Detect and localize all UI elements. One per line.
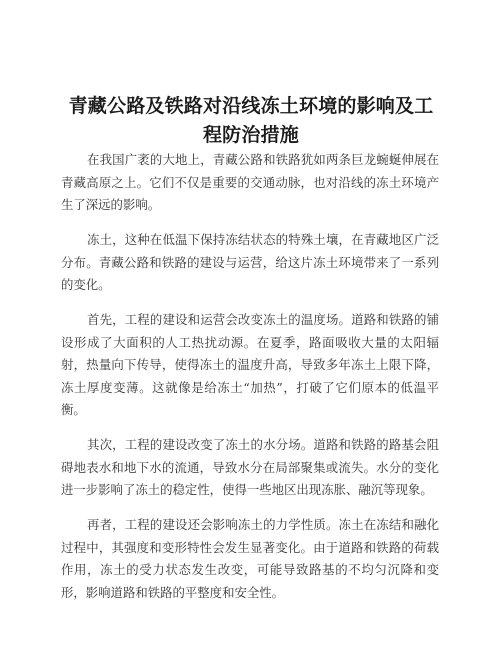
paragraph-moisture-field: 其次，工程的建设改变了冻土的水分场。道路和铁路的路基会阻碍地表水和地下水的流通，导致水分在局部聚集或流失。水分的变化进一步影响了冻土的稳定性，使得一些地区出现冻胀、融沉等现象。: [61, 437, 439, 498]
paragraph-temperature-field: 首先，工程的建设和运营会改变冻土的温度场。道路和铁路的铺设形成了大面积的人工热扰动源。在夏季，路面吸收大量的太阳辐射，热量向下传导，使得冻土的温度升高，导致多年冻土上限下降，冻土厚度变薄。这就像是给冻土“加热”，打破了它们原本的低温平衡。: [61, 312, 439, 418]
paragraph-permafrost-definition: 冻土，这种在低温下保持冻结状态的特殊土壤，在青藏地区广泛分布。青藏公路和铁路的建设与运营，给这片冻土环境带来了一系列的变化。: [61, 232, 439, 293]
document-title: 青藏公路及铁路对沿线冻土环境的影响及工程防治措施: [68, 95, 434, 146]
paragraph-mechanical-properties: 再者，工程的建设还会影响冻土的力学性质。冻土在冻结和融化过程中，其强度和变形特性会发生显著变化。由于道路和铁路的荷载作用，冻土的受力状态发生改变，可能导致路基的不均匀沉降和变形，影响道路和铁路的平整度和安全性。: [61, 517, 439, 600]
paragraph-intro: 在我国广袤的大地上，青藏公路和铁路犹如两条巨龙蜿蜒伸展在青藏高原之上。它们不仅是重要的交通动脉，也对沿线的冻土环境产生了深远的影响。: [61, 152, 439, 213]
